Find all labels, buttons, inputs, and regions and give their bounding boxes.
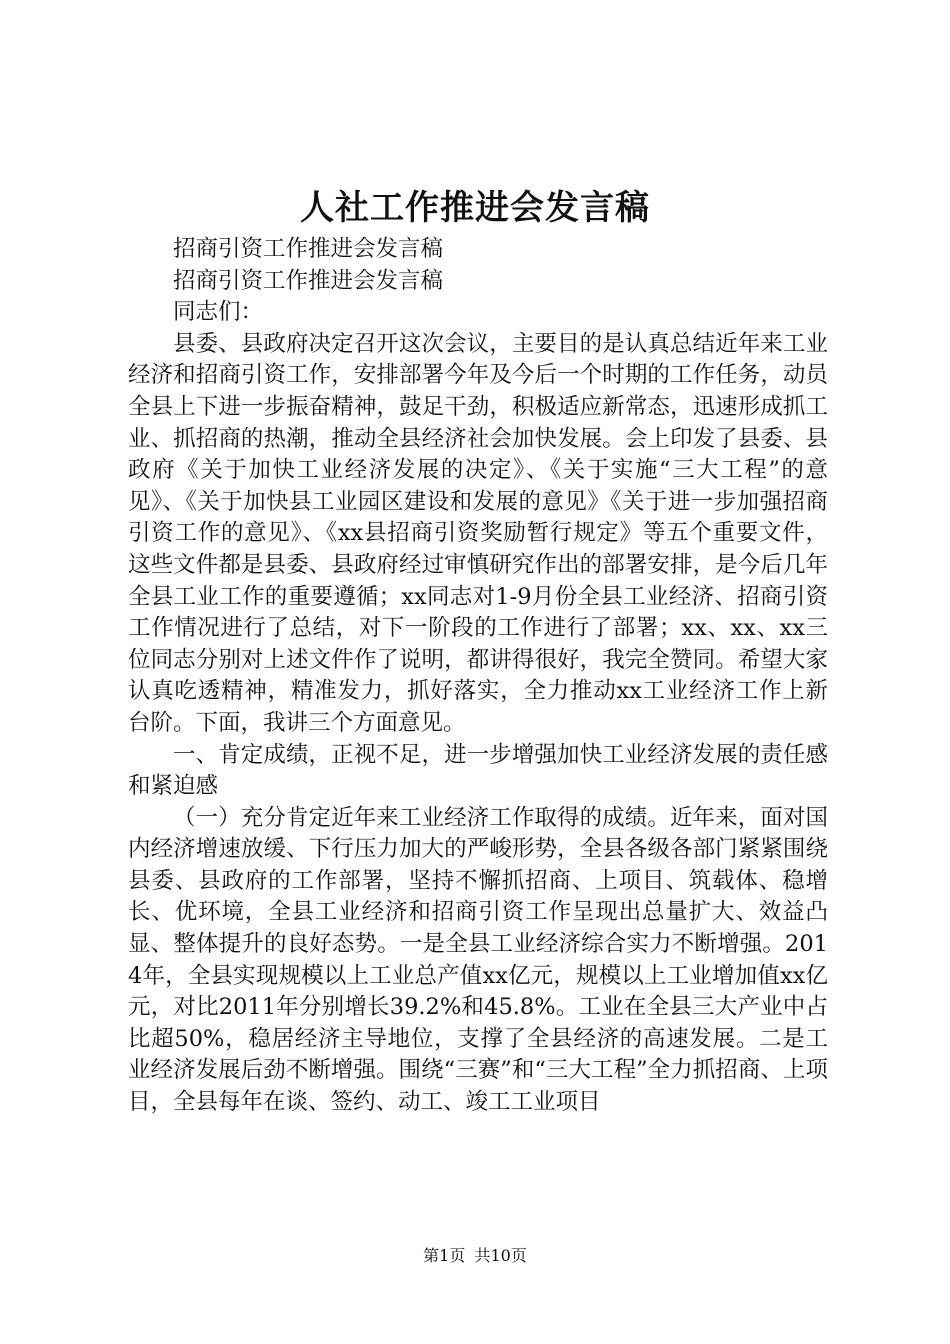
page-total: 共10页	[474, 1246, 527, 1265]
paragraph-salutation: 同志们：	[173, 299, 264, 326]
document-title: 人社工作推进会发言稿	[300, 188, 650, 228]
page-footer	[0, 1244, 950, 1268]
paragraph-heading-2: 招商引资工作推进会发言稿	[173, 267, 444, 294]
paragraph-section-heading: 一、肯定成绩，正视不足，进一步增强加快工业经济发展的责任感和紧迫感	[128, 741, 828, 800]
page-number: 第1页	[423, 1246, 466, 1265]
document-body	[128, 234, 828, 1119]
paragraph-intro: 县委、县政府决定召开这次会议，主要目的是认真总结近年来工业经济和招商引资工作，安排部署今年及今后一个时期的工作任务，动员全县上下进一步振奋精神，鼓足干劲，积极适应新常态，迅速形成抓工业、抓招商的热潮，推动全县经济社会加快发展。会上印发了县委、县政府《关于加快工业经济发展的决定》、《关于实施“三大工程”的意见》、《关于加快县工业园区建设和发展的意见》《关于进一步加强招商引资工作的意见》、《xx县招商引资奖励暂行规定》等五个重要文件，这些文件都是县委、县政府经过审慎研究作出的部署安排，是今后几年全县工业工作的重要遵循；xx同志对1-9月份全县工业经济、招商引资工作情况进行了总结，对下一阶段的工作进行了部署；xx、xx、xx三位同志分别对上述文件作了说明，都讲得很好，我完全赞同。希望大家认真吃透精神，精准发力，抓好落实，全力推动xx工业经济工作上新台阶。下面，我讲三个方面意见。	[128, 330, 828, 736]
paragraph-section-1: （一）充分肯定近年来工业经济工作取得的成绩。近年来，面对国内经济增速放缓、下行压力加大的严峻形势，全县各级各部门紧紧围绕县委、县政府的工作部署，坚持不懈抓招商、上项目、筑载体、稳增长、优环境，全县工业经济和招商引资工作呈现出总量扩大、效益凸显、整体提升的良好态势。一是全县工业经济综合实力不断增强。2014年，全县实现规模以上工业总产值xx亿元，规模以上工业增加值xx亿元，对比2011年分别增长39.2%和45.8%。工业在全县三大产业中占比超50%，稳居经济主导地位，支撑了全县经济的高速发展。二是工业经济发展后劲不断增强。围绕“三赛”和“三大工程”全力抓招商、上项目，全县每年在谈、签约、动工、竣工工业项目	[128, 804, 828, 1116]
paragraph-heading-1: 招商引资工作推进会发言稿	[173, 236, 444, 262]
